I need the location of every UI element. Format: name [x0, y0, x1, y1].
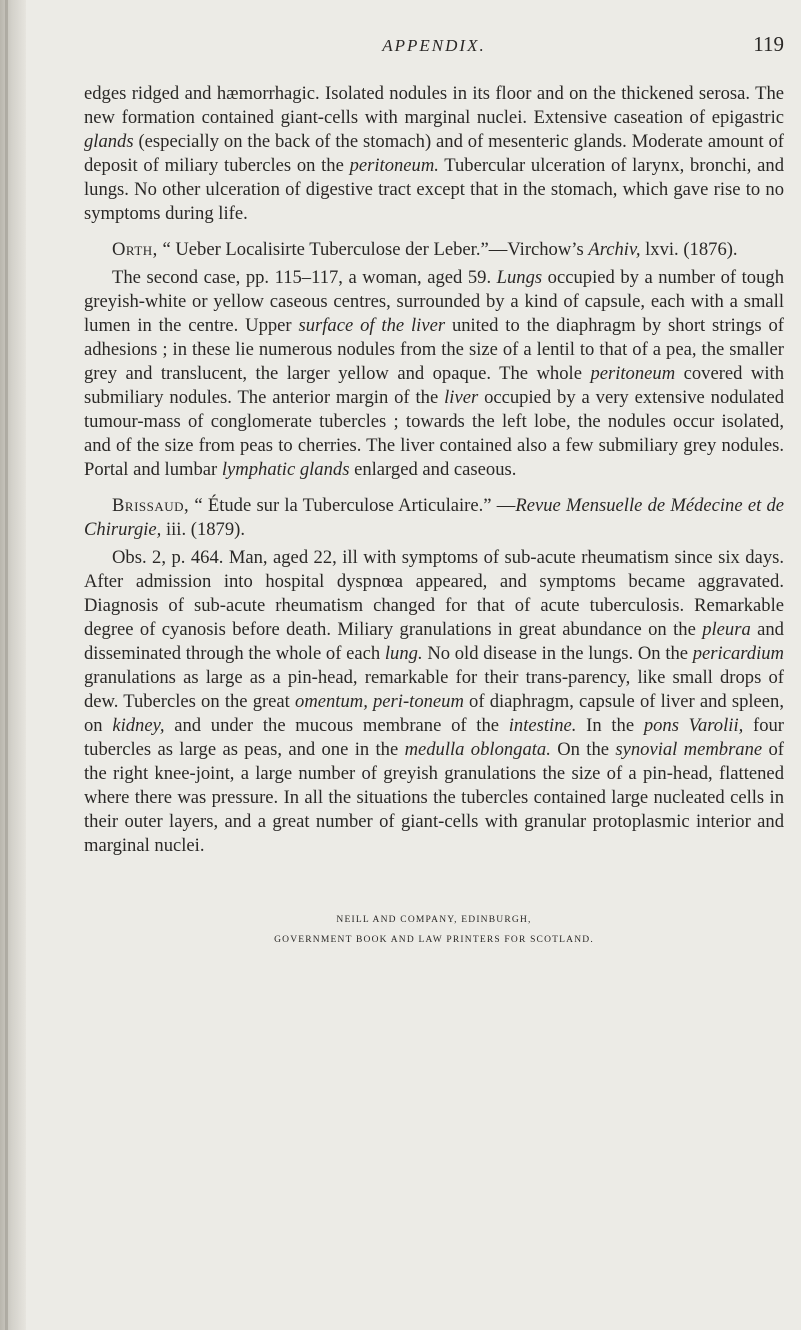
journal-title: Archiv,: [588, 239, 641, 260]
paragraph-liver-case: The second case, pp. 115–117, a woman, aged 59. Lungs occupied by a number of tough greyish-white or yellow caseous centres, surrounded by a kind of capsule, each with a small lumen in the centre. Upper surface of the liver united to the diaphragm by short strings of adhesions ; in these lie numerous nodules from the size of a lentil to that of a pea, the smaller grey and translucent, the larger yellow and opaque. The whole peritoneum covered with submiliary nodules. The anterior margin of the liver occupied by a very extensive nodulated tumour-mass of conglomerate tubercles ; towards the left lobe, the nodules occur isolated, and of the size from peas to cherries. The liver contained also a few submiliary grey nodules. Portal and lumbar lymphatic glands enlarged and caseous.: [84, 267, 784, 480]
author-name: Brissaud,: [112, 495, 190, 516]
printer-imprint: [84, 910, 784, 950]
reference-orth: Orth, “ Ueber Localisirte Tuberculose der Leber.”—Virchow’s Archiv, lxvi. (1876).: [112, 239, 738, 260]
paragraph-observation-case: Obs. 2, p. 464. Man, aged 22, ill with symptoms of sub-acute rheumatism since six days. After admission into hospital dyspnœa appeared, and symptoms became aggravated. Diagnosis of sub-acute rheumatism changed for that of acute tuberculosis. Remarkable degree of cyanosis before death. Miliary granulations in great abundance on the pleura and disseminated through the whole of each lung. No old disease in the lungs. On the pericardium granulations as large as a pin-head, remarkable for their trans-parency, like small drops of dew. Tubercles on the great omentum, peri-toneum of diaphragm, capsule of liver and spleen, on kidney, and under the mucous membrane of the intestine. In the pons Varolii, four tubercles as large as peas, and one in the medulla oblongata. On the synovial membrane of the right knee-joint, a large number of greyish granulations the size of a pin-head, flattened where there was pressure. In all the situations the tubercles contained large nucleated cells in their outer layers, and a great number of giant-cells with granular protoplasmic interior and marginal nuclei.: [84, 547, 784, 856]
imprint-line: GOVERNMENT BOOK AND LAW PRINTERS FOR SCOTLAND.: [274, 935, 594, 945]
journal-title: Revue Mensuelle de Médecine et de Chirurgie,: [84, 495, 784, 540]
running-title: APPENDIX.: [382, 36, 486, 55]
running-head: [84, 32, 784, 60]
binding-gutter: [0, 0, 26, 1330]
author-name: Orth,: [112, 239, 158, 260]
reference-brissaud: Brissaud, “ Étude sur la Tuberculose Articulaire.” —Revue Mensuelle de Médecine et de Chirurgie, iii. (1879).: [84, 495, 784, 540]
paragraph-stomach-case: edges ridged and hæmorrhagic. Isolated nodules in its floor and on the thickened serosa. The new formation contained giant-cells with marginal nuclei. Extensive caseation of epigastric glands (especially on the back of the stomach) and of mesenteric glands. Moderate amount of deposit of miliary tubercles on the peritoneum. Tubercular ulceration of larynx, bronchi, and lungs. No other ulceration of digestive tract except that in the stomach, which gave rise to no symptoms during life.: [84, 83, 785, 224]
page-number: 119: [753, 32, 784, 56]
imprint-line: NEILL AND COMPANY, EDINBURGH,: [336, 915, 532, 925]
book-page: [84, 32, 784, 950]
